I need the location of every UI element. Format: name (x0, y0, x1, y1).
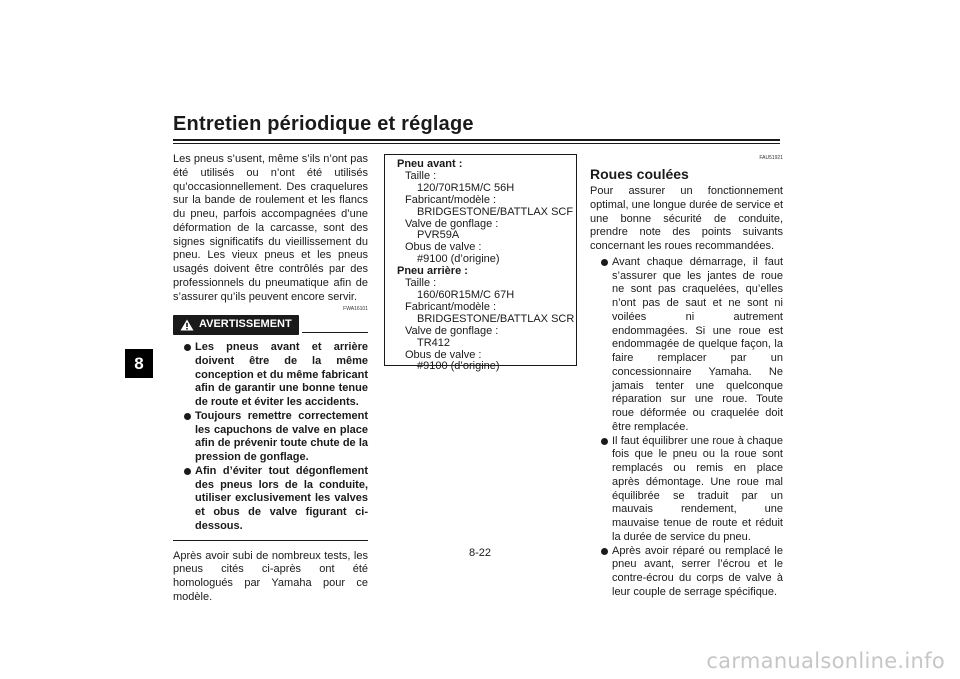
bullet-icon (601, 259, 608, 266)
warning-item-text: Toujours remettre correctement les capuchons de valve en place afin de prévenir toute chute de la pression de gonflage. (195, 409, 368, 463)
chapter-tab: 8 (125, 349, 153, 378)
rear-core-label: Obus de valve : (405, 348, 482, 361)
warning-header (173, 315, 368, 335)
wheels-intro-paragraph: Pour assurer un fonctionnement optimal, une longue durée de service et une bonne sécurité de conduite, prendre note des points suivants concernant les roues recommandées. (590, 185, 783, 252)
left-column (173, 153, 368, 605)
warning-label: AVERTISSEMENT (199, 318, 292, 331)
warning-list (173, 341, 368, 534)
front-valve-label: Valve de gonflage : (405, 217, 499, 230)
rear-maker-value: BRIDGESTONE/BATTLAX SCR (417, 312, 575, 325)
front-tire-heading: Pneu avant : (397, 158, 463, 170)
page-number: 8-22 (468, 547, 492, 559)
section-title: Roues coulées (590, 166, 689, 182)
tire-spec-box (384, 154, 577, 373)
warning-end-rule (173, 540, 368, 541)
homologation-paragraph: Après avoir subi de nombreux tests, les pneus cités ci-après ont été homologués par Yamaha pour ce modèle. (173, 549, 368, 603)
tire-wear-paragraph: Les pneus s’usent, même s’ils n’ont pas été utilisés ou n’ont été utilisés qu’occasionnellement. Des craquelures sur la bande de roulement et les flancs du pneu, parfois accompagnées d’une déformation de la carcasse, sont des signes significatifs du vieillissement du pneu. Les vieux pneus et les pneus usagés doivent être contrôlés par des professionnels du pneumatique afin de s’assurer qu’ils peuvent encore servir. (173, 153, 368, 303)
bullet-icon (184, 413, 191, 420)
warning-item (173, 410, 368, 465)
rear-size-value: 160/60R15M/C 67H (417, 288, 515, 301)
rear-tire-heading: Pneu arrière : (397, 265, 468, 278)
warning-item-text: Les pneus avant et arrière doivent être de la même conception et du même fabricant afin de garantir une bonne tenue de route et éviter les accidents. (195, 341, 368, 408)
front-maker-value: BRIDGESTONE/BATTLAX SCF (417, 205, 574, 218)
title-rule (173, 139, 780, 141)
front-size-value: 120/70R15M/C 56H (417, 181, 515, 194)
wheel-check-text: Avant chaque démarrage, il faut s’assurer que les jantes de roue ne sont pas craquelées, qu’elles n’ont pas de saut et ne sont ni voilées ni autrement endommagées. Si une roue est endommagée de quelque façon, la faire remplacer par un concessionnaire Yamaha. Ne jamais tenter une quelconque réparation sur une roue. Toute roue déformée ou craquelée doit être remplacée. (612, 255, 783, 433)
title-rule-thin (173, 143, 780, 144)
front-valve-value: PVR59A (417, 229, 460, 242)
wheel-check-item (590, 256, 783, 435)
page-title: Entretien périodique et réglage (173, 113, 474, 135)
bullet-icon (184, 344, 191, 351)
front-core-value: #9100 (d’origine) (417, 253, 500, 266)
warning-badge (173, 315, 299, 335)
front-core-label: Obus de valve : (405, 241, 482, 254)
watermark: carmanualsonline.info (706, 649, 945, 673)
bullet-icon (601, 438, 608, 445)
front-maker-label: Fabricant/modèle : (405, 193, 497, 206)
warning-header-rule (302, 332, 368, 333)
warning-item (173, 465, 368, 534)
section-code: FAU51921 (759, 155, 783, 161)
wheel-check-text: Il faut équilibrer une roue à chaque fois que le pneu ou la roue sont remplacés ou remis en place après démontage. Une roue mal équilibrée se traduit par un mauvais rendement, une mauvaise tenue de route et réduit la durée de service du pneu. (612, 434, 783, 543)
right-column (590, 153, 783, 600)
rear-maker-label: Fabricant/modèle : (405, 300, 497, 313)
wheel-check-text: Après avoir réparé ou remplacé le pneu avant, serrer l’écrou et le contre-écrou du corps de valve à leur couple de serrage spécifique. (612, 544, 783, 598)
wheel-check-item (590, 435, 783, 545)
warning-item (173, 341, 368, 410)
warning-triangle-icon (180, 319, 194, 331)
warning-code: FWA16101 (343, 306, 368, 313)
warning-item-text: Afin d’éviter tout dégonflement des pneus lors de la conduite, utiliser exclusivement les valves et obus de valve figurant ci-dessous. (195, 464, 368, 532)
rear-valve-label: Valve de gonflage : (405, 324, 499, 337)
bullet-icon (184, 468, 191, 475)
rear-valve-value: TR412 (417, 336, 451, 349)
rear-size-label: Taille : (405, 277, 437, 290)
rear-core-value: #9100 (d’origine) (417, 360, 500, 373)
front-size-label: Taille : (405, 169, 437, 182)
